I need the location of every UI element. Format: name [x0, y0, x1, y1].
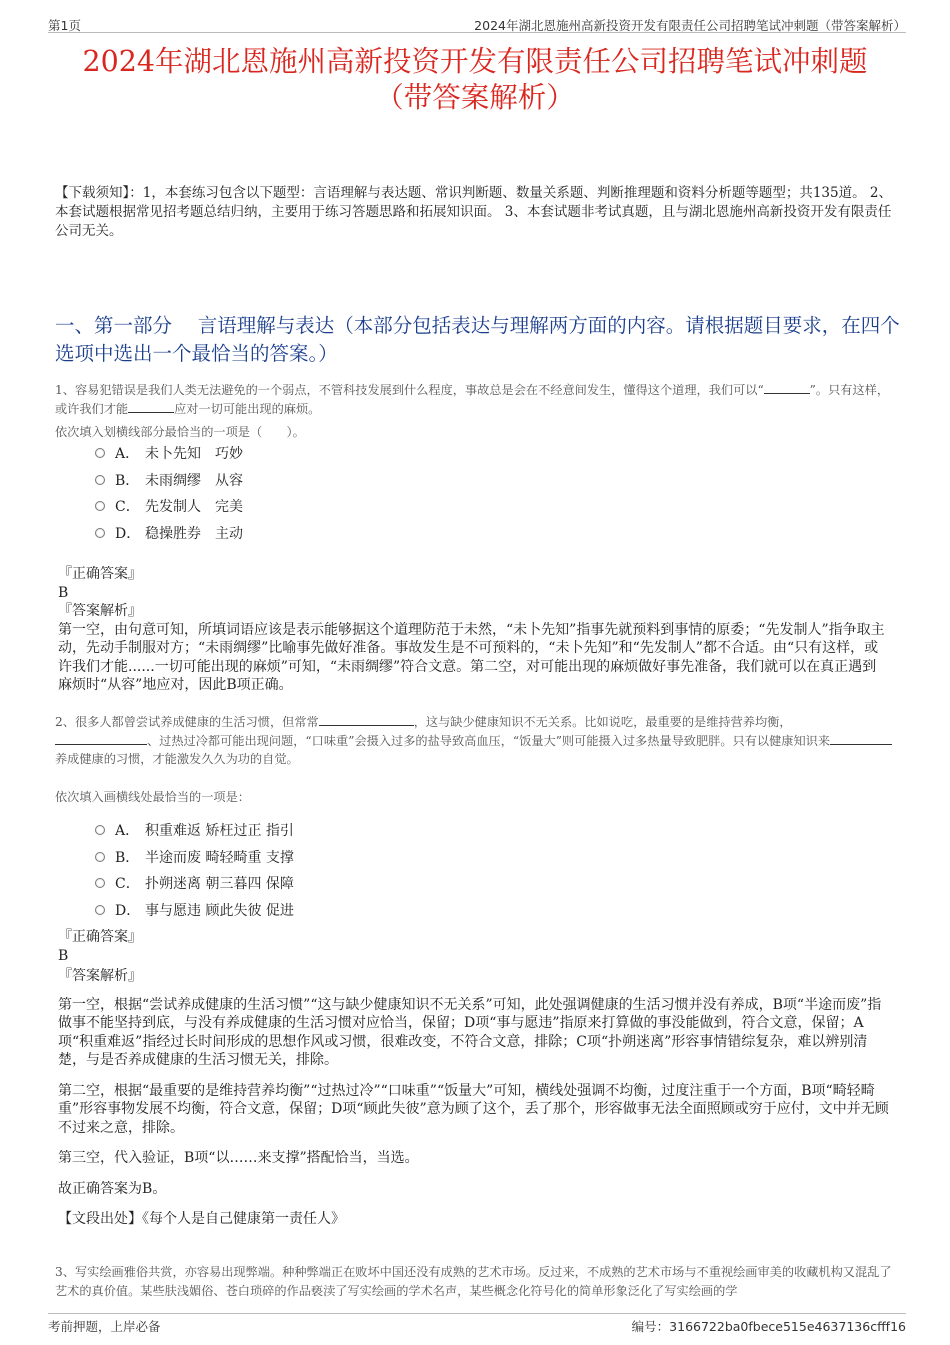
analysis-label: 『答案解析』: [58, 603, 142, 619]
title-line-2: （带答案解析）: [375, 81, 575, 114]
conclusion: 故正确答案为B。: [58, 1180, 167, 1197]
answer-value: B: [58, 584, 69, 601]
radio-icon[interactable]: [95, 448, 105, 458]
page-number: 第1页: [48, 18, 81, 33]
section-heading: 一、第一部分 言语理解与表达（本部分包括表达与理解两方面的内容。请根据题目要求，在四个选项中选出一个最恰当的答案。）: [55, 314, 900, 365]
answer-label: 『正确答案』: [58, 929, 142, 945]
download-notice: 【下载须知】：1，本套练习包含以下题型：言语理解与表达题、常识判断题、数量关系题、判断推理题和资料分析题等题型；共135道。 2、本套试题根据常见招考题总结归纳，主要用于练习答题思路和拓展知识面。 3、本套试题非考试真题，且与湖北恩施州高新投资开发有限责任公司无关。: [55, 185, 892, 239]
blank: [764, 381, 810, 394]
question-2-text: 2、很多人都曾尝试养成健康的生活习惯，但常常 ，这与缺少健康知识不无关系。比如说吃，最重要的是维持营养均衡， 、过热过冷都可能出现问题，“口味重”会摄入过多的盐导致高血压，“饭量大”则可能摄入过多热量导致肥胖。只有以健康知识来养成健康的习惯，才能激发久久为功的自觉。: [55, 713, 898, 769]
option-c[interactable]: C． 先发制人 完美: [95, 493, 243, 520]
answer-label: 『正确答案』: [58, 566, 142, 582]
footer-slogan: 考前押题，上岸必备: [48, 1319, 161, 1334]
title-line-1: 2024年湖北恩施州高新投资开发有限责任公司招聘笔试冲刺题: [82, 45, 868, 78]
option-b[interactable]: B． 未雨绸缪 从容: [95, 467, 243, 494]
question-1-answer: [58, 565, 890, 695]
analysis-paragraph-3: 第三空，代入验证，B项“以……来支撑”搭配恰当，当选。: [58, 1150, 419, 1166]
question-2-options: [95, 817, 294, 923]
footer-code: 编号：3166722ba0fbece515e4637136cfff16: [631, 1319, 906, 1334]
question-2-answer: [58, 928, 890, 1229]
analysis-text: 第一空，由句意可知，所填词语应该是表示能够据这个道理防范于未然，“未卜先知”指事先就预料到事情的原委；“先发制人”指争取主动，先动手制服对方；“未雨绸缪”比喻事先做好准备。事故发生是不可预料的，“未卜先知”和“先发制人”都不合适。由“只有这样，或许我们才能......一切可能出现的麻烦”可知，“未雨绸缪”符合文意。第二空，对可能出现的麻烦做好事先准备，我们就可以在真正遇到麻烦时“从容”地应对，因此B项正确。: [58, 621, 885, 693]
analysis-paragraph-2: 第二空，根据“最重要的是维持营养均衡”“过热过冷”“口味重”“饭量大”可知，横线处强调不均衡，过度注重于一个方面，B项“畸轻畸重”形容事物发展不均衡，符合文意，保留；D项“顾此失彼”意为顾了这个，丢了那个，形容做事无法全面照顾或穷于应付，文中并无顾不过来之意，排除。: [58, 1082, 889, 1136]
answer-value: B: [58, 947, 69, 964]
question-3-text: 3、写实绘画雅俗共赏，亦容易出现弊端。种种弊端正在败坏中国还没有成熟的艺术市场。反过来，不成熟的艺术市场与不重视绘画审美的收藏机构又混乱了艺术的真价值。某些肤浅媚俗、苍白琐碎的作品亵渎了写实绘画的学术名声，某些概念化符号化的简单形象泛化了写实绘画的学: [55, 1265, 892, 1298]
option-d[interactable]: D． 稳操胜券 主动: [95, 520, 243, 547]
page-footer: [48, 1313, 906, 1337]
page-header: [48, 16, 906, 33]
header-doc-title: 2024年湖北恩施州高新投资开发有限责任公司招聘笔试冲刺题（带答案解析）: [474, 18, 906, 33]
radio-icon[interactable]: [95, 878, 105, 888]
radio-icon[interactable]: [95, 501, 105, 511]
analysis-paragraph-1: 第一空，根据“尝试养成健康的生活习惯”“这与缺少健康知识不无关系”可知，此处强调健康的生活习惯并没有养成，B项“半途而废”指做事不能坚持到底，与没有养成健康的生活习惯对应恰当，保留；D项“事与愿违”指原来打算做的事没能做到，符合文意，保留；A项“积重难返”指经过长时间形成的思想作风或习惯，很难改变，不符合文意，排除；C项“扑朔迷离”形容事情错综复杂，难以辨别清楚，与是否养成健康的生活习惯无关，排除。: [58, 996, 882, 1068]
analysis-label: 『答案解析』: [58, 968, 142, 984]
radio-icon[interactable]: [95, 475, 105, 485]
blank: [55, 732, 147, 745]
option-a[interactable]: A． 未卜先知 巧妙: [95, 440, 243, 467]
question-1-text: 1、容易犯错误是我们人类无法避免的一个弱点，不管科技发展到什么程度，事故总是会在不经意间发生，懂得这个道理，我们可以“ ”。只有这样，或许我们才能 应对一切可能出现的麻烦。: [55, 383, 890, 416]
blank: [128, 400, 174, 413]
radio-icon[interactable]: [95, 825, 105, 835]
question-2-prompt: 依次填入画横线处最恰当的一项是：: [55, 790, 250, 804]
option-a[interactable]: A． 积重难返 矫枉过正 指引: [95, 817, 294, 844]
radio-icon[interactable]: [95, 852, 105, 862]
source-citation: 【文段出处】《每个人是自己健康第一责任人》: [58, 1211, 345, 1227]
option-d[interactable]: D． 事与愿违 顾此失彼 促进: [95, 897, 294, 924]
option-c[interactable]: C． 扑朔迷离 朝三暮四 保障: [95, 870, 294, 897]
blank: [319, 713, 414, 726]
radio-icon[interactable]: [95, 528, 105, 538]
question-1-options: [95, 440, 243, 546]
document-title: [50, 44, 900, 116]
radio-icon[interactable]: [95, 905, 105, 915]
option-b[interactable]: B． 半途而废 畸轻畸重 支撑: [95, 844, 294, 871]
question-1-prompt: 依次填入划横线部分最恰当的一项是（ ）。: [55, 425, 305, 439]
blank: [830, 732, 892, 745]
